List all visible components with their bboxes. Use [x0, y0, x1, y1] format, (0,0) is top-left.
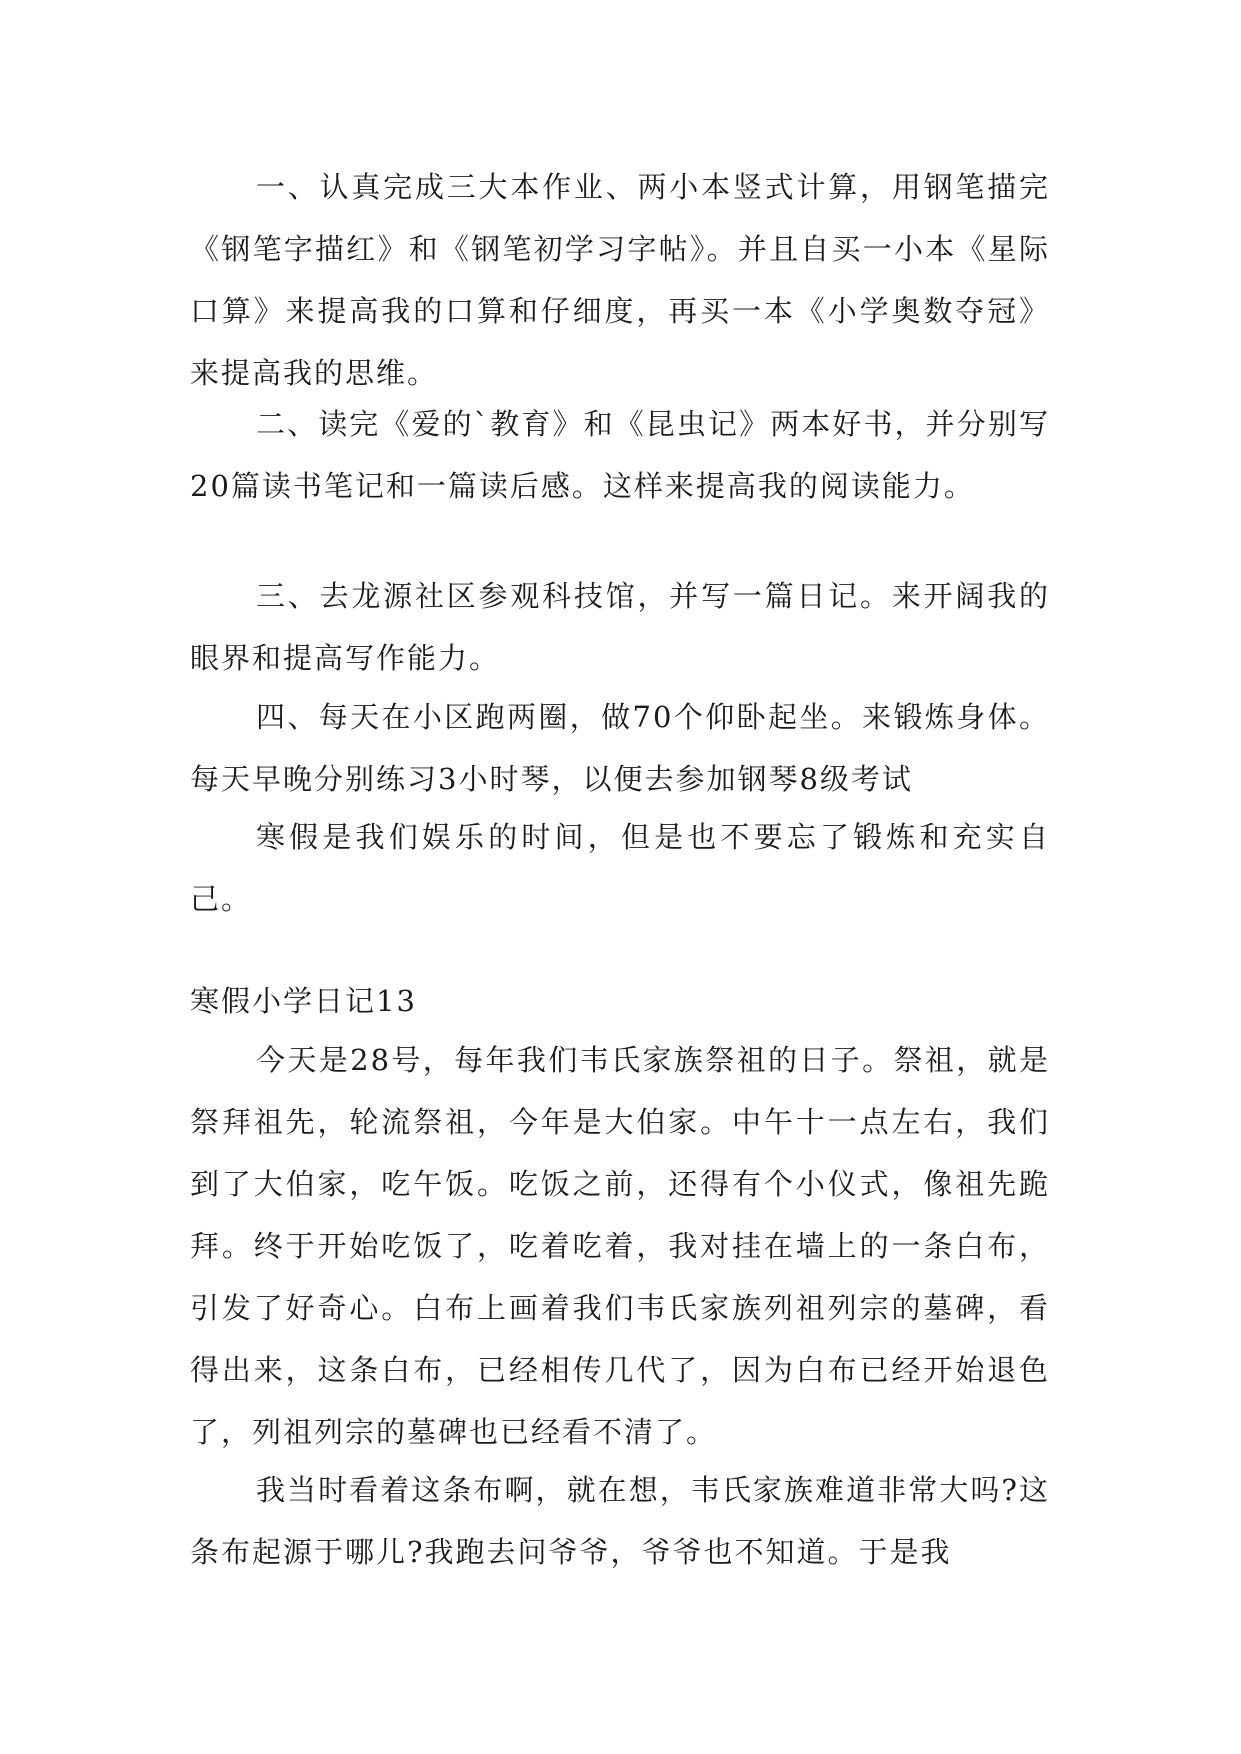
paragraph-reading-plan: 二、读完《爱的`教育》和《昆虫记》两本好书，并分别写20篇读书笔记和一篇读后感。这样来提高我的阅读能力。	[190, 407, 1050, 503]
paragraph-ancestor-worship: 今天是28号，每年我们韦氏家族祭祖的日子。祭祖，就是祭拜祖先，轮流祭祖，今年是大伯家。中午十一点左右，我们到了大伯家，吃午饭。吃饭之前，还得有个小仪式，像祖先跪拜。终于开始吃饭了，吃着吃着，我对挂在墙上的一条白布，引发了好奇心。白布上画着我们韦氏家族列祖列宗的墓碑，看得出来，这条白布，已经相传几代了，因为白布已经开始退色了，列祖列宗的墓碑也已经看不清了。	[190, 1043, 1050, 1449]
paragraph-science-museum-plan: 三、去龙源社区参观科技馆，并写一篇日记。来开阔我的眼界和提高写作能力。	[190, 579, 1050, 675]
paragraph-homework-plan: 一、认真完成三大本作业、两小本竖式计算，用钢笔描完《钢笔字描红》和《钢笔初学习字帖》。并且自买一小本《星际口算》来提高我的口算和仔细度，再买一本《小学奥数夺冠》来提高我的思维。	[190, 170, 1050, 390]
paragraph-conclusion: 寒假是我们娱乐的时间，但是也不要忘了锻炼和充实自己。	[190, 820, 1050, 916]
section-title: 寒假小学日记13	[190, 984, 417, 1018]
paragraph-white-cloth-question: 我当时看着这条布啊，就在想，韦氏家族难道非常大吗?这条布起源于哪儿?我跑去问爷爷，爷爷也不知道。于是我	[190, 1473, 1050, 1569]
paragraph-exercise-plan: 四、每天在小区跑两圈，做70个仰卧起坐。来锻炼身体。每天早晚分别练习3小时琴，以便去参加钢琴8级考试	[190, 700, 1050, 796]
